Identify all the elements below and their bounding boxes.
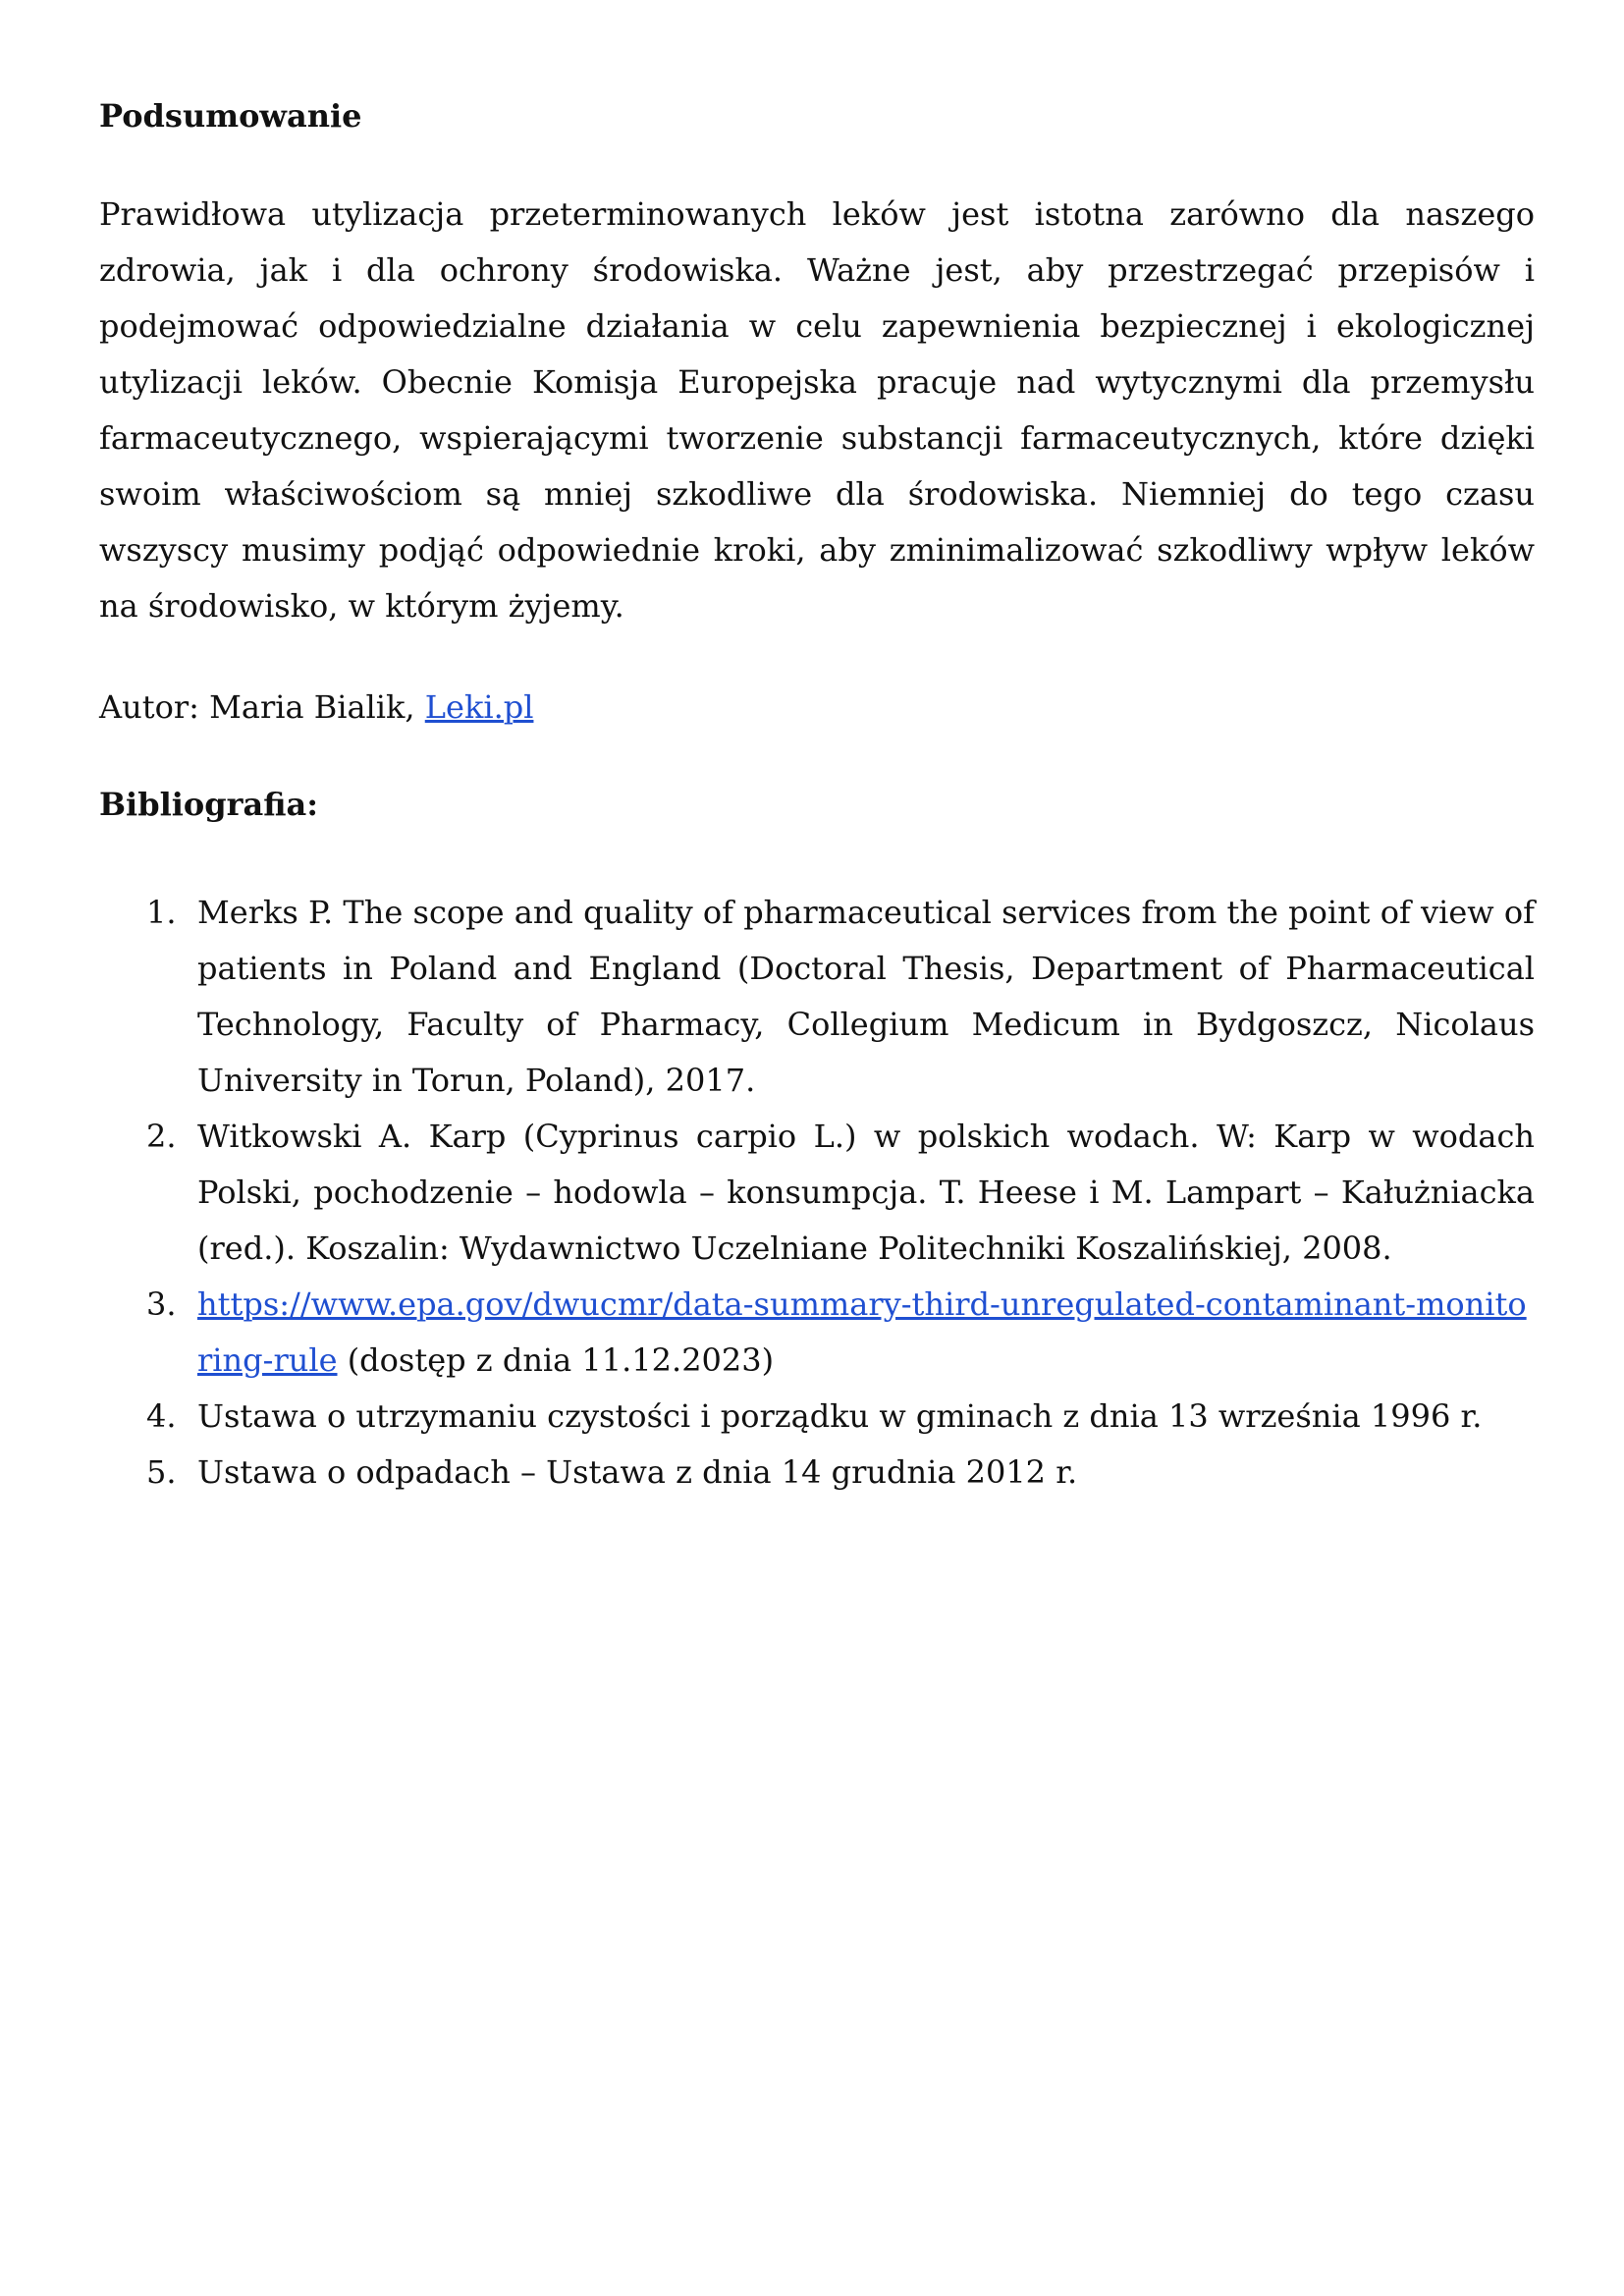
bibliography-item-number: 3. bbox=[146, 1285, 177, 1323]
bibliography-item bbox=[99, 1277, 1535, 1389]
summary-paragraph: Prawidłowa utylizacja przeterminowanych leków jest istotna zarówno dla naszego zdrowia, jak i dla ochrony środowiska. Ważne jest, aby przestrzegać przepisów i podejmować odpowiedzialne działania w celu zapewnienia bezpiecznej i ekologicznej utylizacji leków. Obecnie Komisja Europejska pracuje nad wytycznymi dla przemysłu farmaceutycznego, wspierającymi tworzenie substancji farmaceutycznych, które dzięki swoim właściwościom są mniej szkodliwe dla środowiska. Niemniej do tego czasu wszyscy musimy podjąć odpowiednie kroki, aby zminimalizować szkodliwy wpływ leków na środowisko, w którym żyjemy. bbox=[99, 195, 1535, 625]
bibliography-item-number: 5. bbox=[146, 1453, 177, 1491]
bibliography-item-number: 1. bbox=[146, 894, 177, 931]
bibliography-item-text: Ustawa o odpadach – Ustawa z dnia 14 grudnia 2012 r. bbox=[197, 1453, 1078, 1491]
author-line bbox=[99, 680, 1535, 736]
bibliography-item bbox=[99, 1445, 1535, 1501]
bibliography-item-text: Witkowski A. Karp (Cyprinus carpio L.) w polskich wodach. W: Karp w wodach Polski, pochodzenie – hodowla – konsumpcja. T. Heese i M. Lampart – Kałużniacka (red.). Koszalin: Wydawnictwo Uczelniane Politechniki Koszalińskiej, 2008. bbox=[197, 1118, 1535, 1267]
epa-source-link[interactable]: https://www.epa.gov/dwucmr/data-summary-third-unregulated-contaminant-monitoring-rule bbox=[197, 1285, 1527, 1379]
bibliography-item-text: (dostęp z dnia 11.12.2023) bbox=[337, 1341, 775, 1379]
bibliography-item-text: Merks P. The scope and quality of pharmaceutical services from the point of view of patients in Poland and England (Doctoral Thesis, Department of Pharmaceutical Technology, Faculty of Pharmacy, Collegium Medicum in Bydgoszcz, Nicolaus University in Torun, Poland), 2017. bbox=[197, 894, 1535, 1099]
bibliography-item-text: Ustawa o utrzymaniu czystości i porządku w gminach z dnia 13 września 1996 r. bbox=[197, 1397, 1483, 1435]
author-prefix: Autor: Maria Bialik, bbox=[99, 688, 425, 726]
bibliography-item bbox=[99, 1389, 1535, 1445]
document-page bbox=[99, 94, 1535, 1501]
bibliography-item-number: 2. bbox=[146, 1118, 177, 1155]
bibliography-list bbox=[99, 885, 1535, 1501]
summary-heading: Podsumowanie bbox=[99, 97, 362, 135]
bibliography-item-number: 4. bbox=[146, 1397, 177, 1435]
author-source-link[interactable]: Leki.pl bbox=[424, 688, 534, 726]
bibliography-heading: Bibliografia: bbox=[99, 786, 319, 823]
bibliography-item bbox=[99, 885, 1535, 1109]
bibliography-item bbox=[99, 1109, 1535, 1277]
